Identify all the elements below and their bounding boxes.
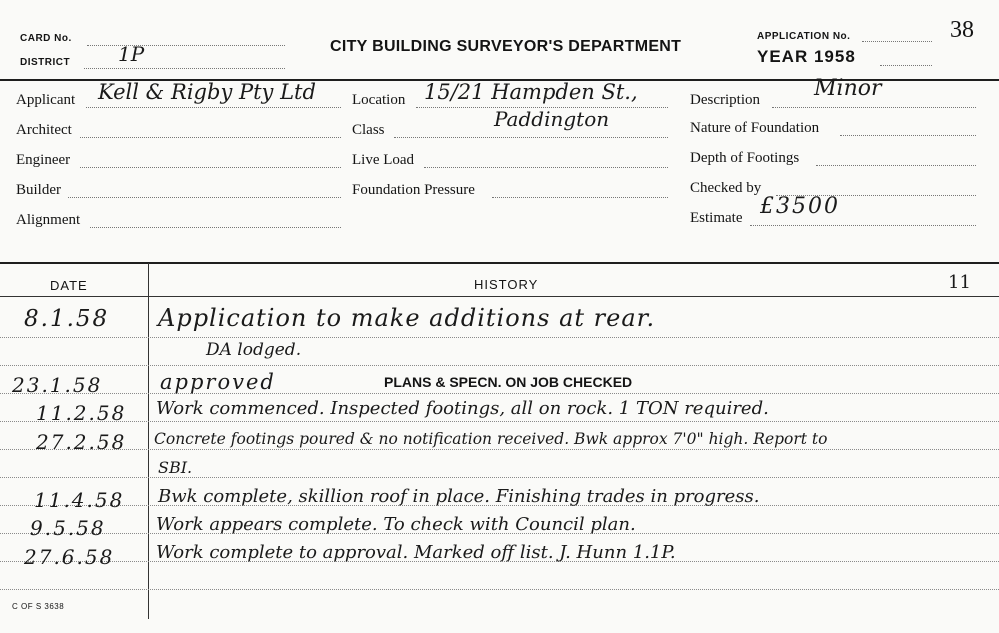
entry-text: Work complete to approval. Marked off list. J. Hunn 1.1P. — [156, 542, 676, 563]
description-value: Minor — [814, 76, 882, 101]
class-line — [394, 137, 668, 138]
applicant-value: Kell & Rigby Pty Ltd — [98, 80, 316, 104]
date-column-header: DATE — [50, 278, 88, 293]
ruled-line — [0, 421, 999, 422]
entry-date: 11.2.58 — [36, 401, 127, 425]
foundation-pressure-line — [492, 197, 668, 198]
card-number: 38 — [950, 17, 974, 43]
location-value: 15/21 Hampden St., — [424, 80, 638, 104]
history-header-rule — [0, 296, 999, 297]
district-label: DISTRICT — [20, 57, 71, 68]
entry-text: DA lodged. — [206, 340, 302, 360]
entry-text: approved — [160, 370, 276, 394]
foundation-pressure-label: Foundation Pressure — [352, 182, 475, 198]
applicant-line — [86, 107, 341, 108]
application-no-label: APPLICATION No. — [757, 31, 851, 42]
date-column-divider — [148, 263, 149, 619]
nature-of-foundation-label: Nature of Foundation — [690, 120, 820, 136]
builder-line — [68, 197, 341, 198]
ruled-line — [0, 337, 999, 338]
entry-date: 9.5.58 — [30, 516, 106, 540]
fields-rule — [0, 262, 999, 264]
depth-of-footings-label: Depth of Footings — [690, 150, 800, 166]
plans-checked-stamp: PLANS & SPECN. ON JOB CHECKED — [384, 374, 633, 390]
ruled-line — [0, 589, 999, 590]
description-label: Description — [690, 92, 760, 108]
form-code: C OF S 3638 — [12, 602, 65, 611]
depth-of-footings-line — [816, 165, 976, 166]
department-title: CITY BUILDING SURVEYOR'S DEPARTMENT — [330, 38, 682, 55]
class-label: Class — [352, 122, 385, 138]
estimate-label: Estimate — [690, 210, 743, 226]
ruled-line — [0, 477, 999, 478]
page-marker: 11 — [948, 272, 971, 293]
nature-of-foundation-line — [840, 135, 976, 136]
builder-label: Builder — [16, 182, 61, 198]
card-no-dotted-line — [87, 45, 285, 46]
engineer-line — [80, 167, 341, 168]
alignment-line — [90, 227, 341, 228]
checked-by-label: Checked by — [690, 180, 762, 196]
location-label: Location — [352, 92, 406, 108]
live-load-line — [424, 167, 668, 168]
year-dotted-line — [880, 65, 932, 66]
history-column-header: HISTORY — [474, 277, 539, 292]
ruled-line — [0, 393, 999, 394]
engineer-label: Engineer — [16, 152, 71, 168]
entry-date: 8.1.58 — [24, 306, 110, 332]
year-label: YEAR 1958 — [757, 47, 856, 66]
location-value-2: Paddington — [494, 107, 610, 131]
applicant-label: Applicant — [16, 92, 76, 108]
ruled-line — [0, 449, 999, 450]
entry-text: Work appears complete. To check with Council plan. — [156, 514, 636, 535]
estimate-value: £3500 — [760, 194, 840, 219]
architect-line — [80, 137, 341, 138]
ruled-line — [0, 365, 999, 366]
entry-text: Application to make additions at rear. — [158, 304, 656, 332]
entry-text: SBI. — [158, 458, 193, 477]
entry-date: 11.4.58 — [34, 488, 125, 512]
entry-date: 27.6.58 — [24, 545, 115, 569]
estimate-line — [750, 225, 976, 226]
entry-text: Work commenced. Inspected footings, all on rock. 1 TON required. — [156, 398, 769, 419]
application-no-dotted-line — [862, 41, 932, 42]
alignment-label: Alignment — [16, 212, 81, 228]
description-line — [772, 107, 976, 108]
entry-text: Bwk complete, skillion roof in place. Finishing trades in progress. — [158, 486, 760, 507]
entry-text: Concrete footings poured & no notification received. Bwk approx 7'0" high. Report to — [154, 430, 828, 448]
district-value: 1P — [118, 42, 145, 66]
entry-date: 27.2.58 — [36, 430, 127, 454]
card-no-label: CARD No. — [20, 33, 72, 44]
district-dotted-line — [84, 68, 285, 69]
entry-date: 23.1.58 — [12, 373, 103, 397]
architect-label: Architect — [16, 122, 72, 138]
live-load-label: Live Load — [352, 152, 415, 168]
